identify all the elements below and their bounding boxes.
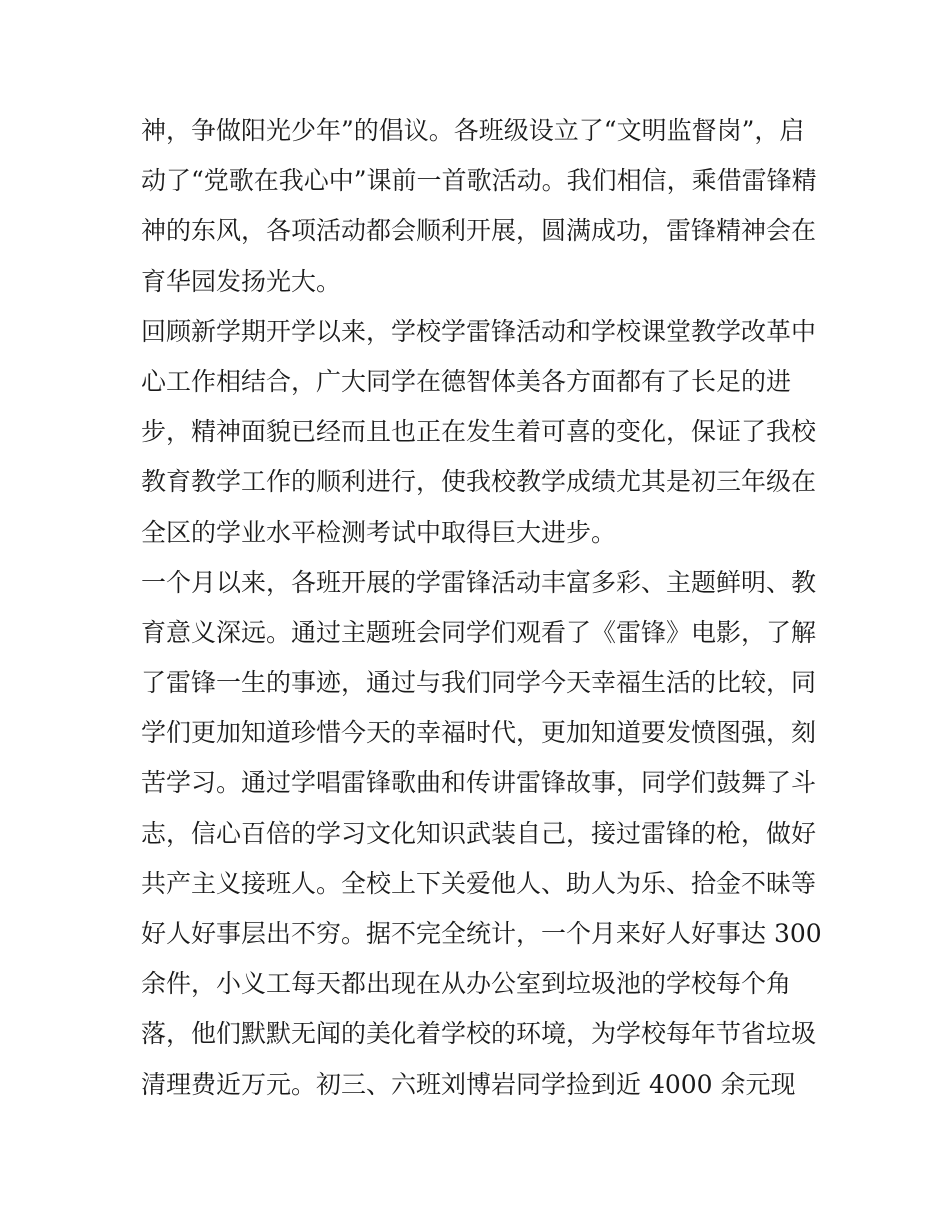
text-line: 落，他们默默无闻的美化着学校的环境，为学校每年节省垃圾 [141, 1019, 817, 1049]
text-line: 教育教学工作的顺利进行，使我校教学成绩尤其是初三年级在 [141, 467, 817, 497]
text-line: 神的东风，各项活动都会顺利开展，圆满成功，雷锋精神会在 [141, 216, 817, 246]
text-line: 共产主义接班人。全校上下关爱他人、助人为乐、拾金不昧等 [141, 868, 817, 898]
text-line: 神，争做阳光少年”的倡议。各班级设立了“文明监督岗”，启 [141, 116, 805, 145]
text-line: 步，精神面貌已经而且也正在发生着可喜的变化，保证了我校 [141, 417, 817, 447]
text-line: 学们更加知道珍惜今天的幸福时代，更加知道要发愤图强，刻 [141, 718, 817, 748]
text-line: 回顾新学期开学以来，学校学雷锋活动和学校课堂教学改革中 [141, 316, 817, 346]
text-line: 动了“党歌在我心中”课前一首歌活动。我们相信，乘借雷锋精 [141, 166, 817, 196]
text-line: 育华园发扬光大。 [141, 266, 342, 296]
text-line: 余件，小义工每天都出现在从办公室到垃圾池的学校每个角 [141, 969, 792, 999]
text-line: 心工作相结合，广大同学在德智体美各方面都有了长足的进 [141, 366, 792, 396]
text-line: 志，信心百倍的学习文化知识武装自己，接过雷锋的枪，做好 [141, 818, 817, 848]
text-line: 清理费近万元。初三、六班刘博岩同学捡到近 4000 余元现 [141, 1069, 796, 1099]
text-line: 一个月以来，各班开展的学雷锋活动丰富多彩、主题鲜明、教 [141, 567, 817, 597]
body-text [141, 106, 821, 1110]
text-line: 了雷锋一生的事迹，通过与我们同学今天幸福生活的比较，同 [141, 668, 817, 698]
text-line: 全区的学业水平检测考试中取得巨大进步。 [141, 517, 617, 547]
text-line: 育意义深远。通过主题班会同学们观看了《雷锋》电影，了解 [141, 617, 817, 647]
text-line: 好人好事层出不穷。据不完全统计，一个月来好人好事达 300 [141, 919, 822, 948]
text-line: 苦学习。通过学唱雷锋歌曲和传讲雷锋故事，同学们鼓舞了斗 [141, 768, 817, 798]
